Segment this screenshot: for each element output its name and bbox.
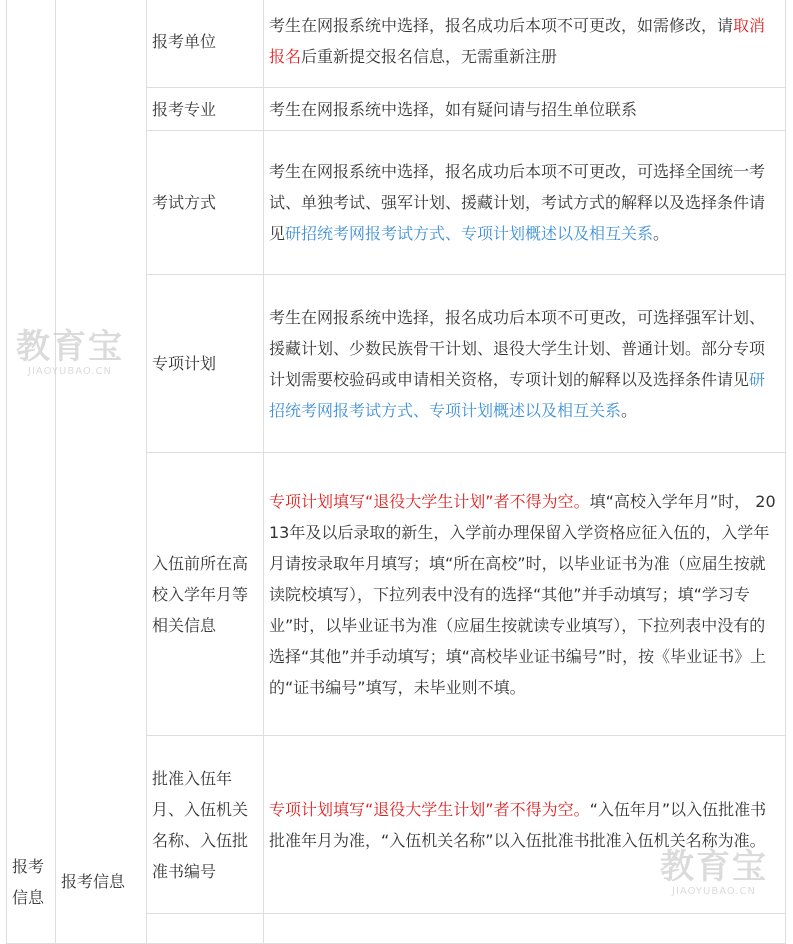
unit-label-cell (147, 0, 264, 88)
special-desc-end: 。 (621, 400, 638, 420)
watermark-url-text: JIAOYUBAO.CN (672, 886, 756, 897)
exam-desc-cell (264, 131, 786, 275)
pre-enlist-required-note: 专项计划填写“退役大学生计划”者不得为空。 (269, 491, 590, 511)
table-row (7, 0, 786, 88)
watermark-logo-text: 教育宝 (16, 327, 124, 367)
watermark-logo-text: 教育宝 (660, 847, 768, 887)
exam-desc-text: 考生在网报系统中选择，报名成功后本项不可更改，可选择全国统一考试、单独考试、强军计划、援藏计划，考试方式的解释以及选择条件请见 (269, 162, 766, 243)
major-desc-cell (264, 88, 786, 131)
empty-cell (264, 914, 786, 944)
cancel-registration-text: 取消报名 (269, 16, 766, 66)
unit-label: 报考单位 (152, 31, 217, 51)
special-desc-cell (264, 275, 786, 453)
group-cell (56, 0, 147, 944)
unit-desc-text: 考生在网报系统中选择，报名成功后本项不可更改，如需修改，请 (269, 16, 734, 35)
category-label: 报考信息 (12, 857, 45, 907)
pre-enlist-desc-cell (264, 453, 786, 736)
major-desc-text: 考生在网报系统中选择，如有疑问请与招生单位联系 (269, 99, 638, 119)
approval-label: 批准入伍年月、入伍机关名称、入伍批准书编号 (152, 768, 249, 881)
approval-required-note: 专项计划填写“退役大学生计划”者不得为空。 (269, 799, 590, 819)
special-desc-text: 考生在网报系统中选择，报名成功后本项不可更改，可选择强军计划、援藏计划、少数民族骨干计划、退役大学生计划、普通计划。部分专项计划需要校验码或申请相关资格，专项计划的解释以及选择条件请见 (269, 307, 766, 389)
exam-label-cell (147, 131, 264, 275)
major-label-cell (147, 88, 264, 131)
special-plans-link[interactable]: 研招统考网报考试方式、专项计划概述以及相互关系 (269, 369, 766, 420)
empty-cell (147, 914, 264, 944)
special-label: 专项计划 (152, 354, 217, 373)
watermark-url-text: JIAOYUBAO.CN (28, 366, 112, 377)
special-label-cell (147, 275, 264, 453)
unit-desc-text-2: 后重新提交报名信息，无需重新注册 (301, 47, 558, 66)
exam-desc-end: 。 (653, 224, 670, 243)
major-label: 报考专业 (152, 99, 217, 119)
pre-enlist-label: 入伍前所在高校入学年月等相关信息 (152, 553, 249, 635)
exam-methods-link[interactable]: 研招统考网报考试方式、专项计划概述以及相互关系 (285, 224, 654, 243)
exam-label: 考试方式 (152, 193, 217, 212)
group-label: 报考信息 (61, 872, 126, 891)
pre-enlist-label-cell (147, 453, 264, 736)
pre-enlist-desc-text: 填“高校入学年月”时， 2013年及以后录取的新生，入学前办理保留入学资格应征入伍的，入学年月请按录取年月填写；填“所在高校”时，以毕业证书为准（应届生按就读院校填写），下拉列表中没有的选择“其他”并手动填写；填“学习专业”时，以毕业证书为准（应届生按就读专业填写），下拉列表中没有的选择“其他”并手动填写；填“高校毕业证书编号”时，按《毕业证书》上的“证书编号”填写，未毕业则不填。 (269, 491, 776, 697)
category-cell (7, 0, 56, 944)
approval-desc-cell (264, 736, 786, 914)
unit-desc-cell (264, 0, 786, 88)
registration-info-table (6, 0, 786, 944)
approval-desc-text: “入伍年月”以入伍批准书批准年月为准，“入伍机关名称”以入伍批准书批准入伍机关名称为准。 (269, 799, 767, 850)
approval-label-cell (147, 736, 264, 914)
